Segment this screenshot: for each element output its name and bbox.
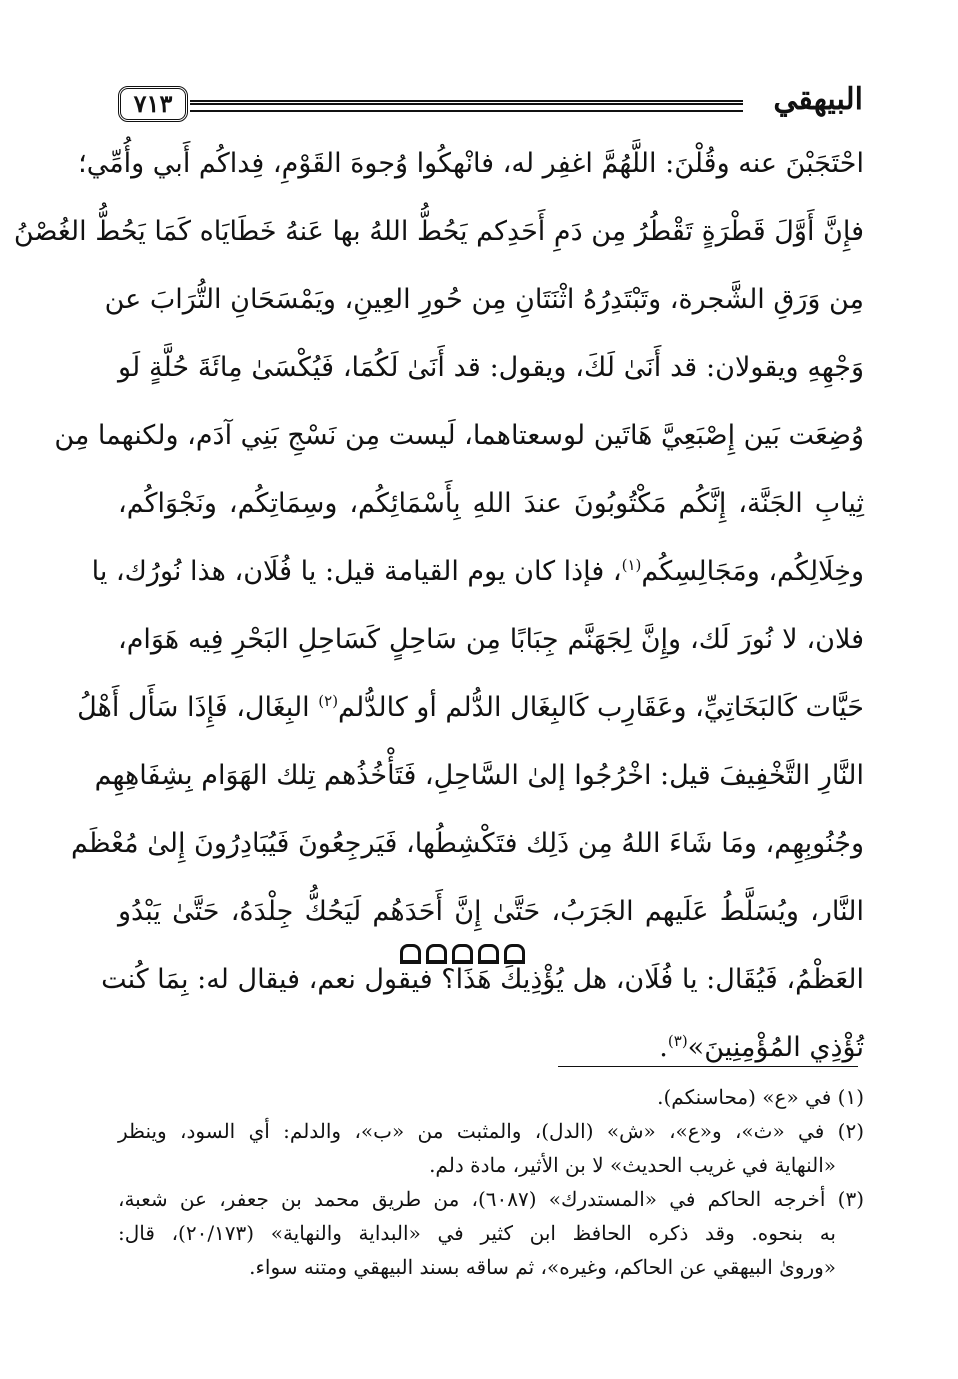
header-rule-thin — [190, 110, 743, 112]
footnote-mark-2[interactable]: (٢) — [318, 692, 339, 710]
text-line-2: فإِنَّ أَوَّلَ قَطْرَةٍ تَقْطُرُ مِن دَمِ أَحَدِكم يَحُطُّ اللهُ بها عَنهُ خَطَايَاه كَمَا يَحُطُّ الغُصْنُ — [13, 216, 864, 247]
running-title: البيهقي — [773, 82, 863, 117]
text-segment: . — [659, 1032, 668, 1063]
text-line-6: ثِيابِ الجَنَّة، إِنَّكُم مَكْتُوبُونَ عندَ اللهِ بِأَسْمَائِكُم، وسِمَاتِكُم، ونَجْوَاكُم، — [118, 488, 864, 519]
section-ornament — [400, 938, 525, 966]
text-segment: وخِلَالِكُم، ومَجَالِسِكُم — [641, 556, 864, 587]
text-line-13: العَظْمُ، فَيُقَال: يا فُلَان، هل يُؤْذِيكَ هَذَا؟ فيقول نعم، فيقال له: بِمَا كُنت — [101, 964, 864, 995]
ornament-icon — [478, 944, 499, 964]
ornament-icon — [400, 944, 421, 964]
text-segment: ، فإذا كان يوم القيامة قيل: يا فُلَان، هذا نُورُك، يا — [91, 556, 622, 587]
footnotes — [118, 1080, 864, 1284]
footnote-separator — [558, 1066, 858, 1067]
footnote-1: (١) في «ع» (محاسنكم). — [657, 1085, 864, 1109]
ornament-icon — [504, 944, 525, 964]
text-line-1: احْتَجَبْنَ عنه وقُلْنَ: اللَّهُمَّ اغفِر له، فانْهكُوا وُجوهَ القَوْمِ، فِداكُم أَبي وأُمِّي؛ — [78, 148, 864, 179]
footnote-2: (٢) في «ث»، و«ع»، «ش» (الدل)، والمثبت من «ب»، والدلم: أي السود، وينظر — [118, 1119, 864, 1143]
text-segment: البِغَال، فَإِذَا سَأَل أَهْلُ — [77, 692, 319, 723]
running-header — [118, 82, 863, 126]
ornament-icon — [452, 944, 473, 964]
footnote-2-cont: «النهاية في غريب الحديث» لا بن الأثير، مادة دلم. — [429, 1153, 836, 1177]
text-line-14 — [118, 1014, 864, 1082]
text-line-5: وُضِعَت بَين إِصْبَعِيَّ هَاتَين لوسعتاهما، لَيست مِن نَسْجِ بَنِي آدَم، ولكنهما مِن — [54, 420, 864, 451]
page-number: ٧١٣ — [118, 86, 188, 122]
text-line-3: مِن وَرَقِ الشَّجرة، وتَبْتَدِرُهُ اثْنَتَانِ مِن حُورِ العِينِ، ويَمْسَحَانِ التُّرَابَ عن — [104, 284, 864, 315]
text-line-11: وجُنُوبِهِم، ومَا شَاءَ اللهُ مِن ذَلِك فتَكْشِطُها، فَيَرجِعُونَ فَيُبَادِرُونَ إِلىٰ مُعْظَم — [71, 828, 864, 859]
footnote-3-cont: به بنحوه. وقد ذكره الحافظ ابن كثير في «البداية والنهاية» (٢٠/١٧٣)، قال: — [118, 1221, 836, 1245]
text-line-10: النَّارِ التَّخْفِيفَ قيل: اخْرُجُوا إلىٰ السَّاحِلِ، فَتَأْخُذُهم تِلك الهَوَام بِشِفَاهِهِم — [94, 760, 864, 791]
footnote-3-cont2: «وروىٰ البيهقي عن الحاكم، وغيره»، ثم ساقه بسند البيهقي ومتنه سواء. — [249, 1255, 836, 1279]
ornament-icon — [426, 944, 447, 964]
text-segment: تُؤْذِي المُؤْمِنِينَ» — [687, 1032, 864, 1063]
footnote-3: (٣) أخرجه الحاكم في «المستدرك» (٦٠٨٧)، من طريق محمد بن جعفر، عن شعبة، — [118, 1187, 864, 1211]
text-segment: حَيَّات كَالبَخَاتِيِّ، وعَقَارِب كَالبِغَال الدُّلم أو كالدُّلم — [338, 692, 864, 723]
text-line-8: فلان، لا نُورَ لَك، وإِنَّ لِجَهَنَّم جِبَابًا مِن سَاحِلٍ كَسَاحِلِ البَحْرِ فِيه هَوَام، — [118, 624, 864, 655]
text-line-12: النَّار، ويُسَلَّطُ عَلَيهم الجَرَبُ، حَتَّىٰ إِنَّ أَحَدَهُم لَيَحُكُّ جِلْدَهُ، حَتَّىٰ يَبْدُو — [118, 896, 864, 927]
footnote-mark-3[interactable]: (٣) — [667, 1032, 688, 1050]
text-line-7 — [91, 538, 864, 606]
text-line-4: وَجْهِهِ ويقولان: قد أَنَىٰ لَكَ، ويقول: قد أَنَىٰ لَكُمَا، فَيُكْسَىٰ مِائَةَ حُلَّةٍ لَو — [118, 352, 864, 383]
text-line-9 — [77, 674, 864, 742]
header-rule — [190, 100, 743, 105]
footnote-mark-1[interactable]: (١) — [621, 556, 642, 574]
